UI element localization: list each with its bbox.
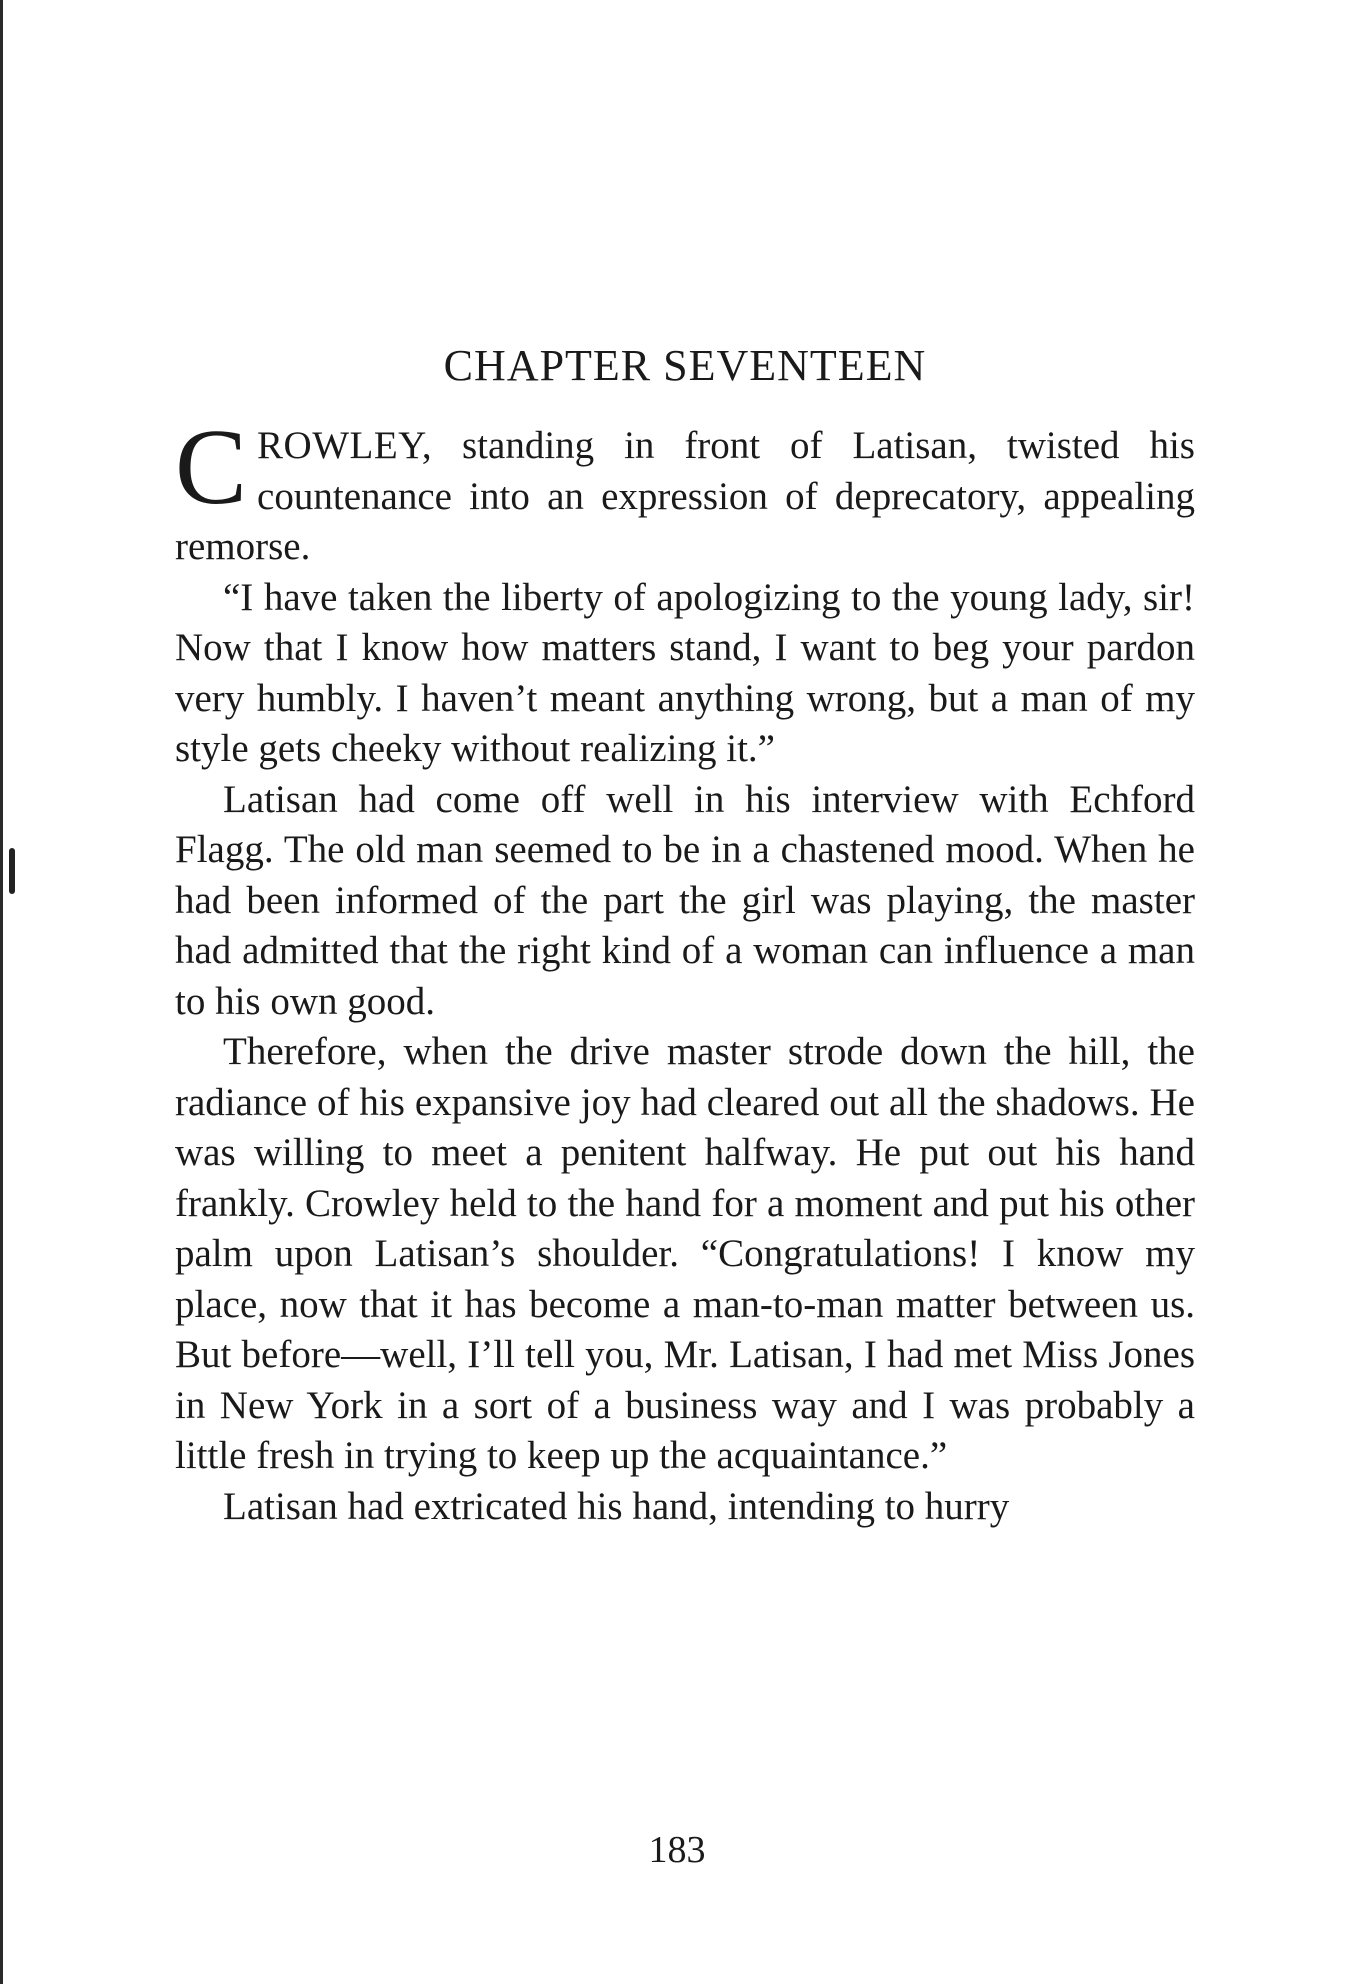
page-body xyxy=(175,340,1195,1532)
paragraph-latisan-hurry: Latisan had extricated his hand, intending to hurry xyxy=(223,1484,1010,1528)
chapter-title: CHAPTER SEVENTEEN xyxy=(443,341,927,390)
paragraph-crowley-apology: “I have taken the liberty of apologizing to the young lady, sir! Now that I know how matters stand, I want to beg your pardon very humbly. I haven’t meant anything wrong, but a man of my style gets cheeky without realizing it.” xyxy=(175,575,1195,770)
scan-mark xyxy=(9,848,15,894)
drop-cap: C xyxy=(175,408,248,527)
paragraph-flagg-interview: Latisan had come off well in his interview with Echford Flagg. The old man seemed to be in a chastened mood. When he had been informed of the part the girl was playing, the master had admitted that the right kind of a woman can influence a man to his own good. xyxy=(175,777,1195,1023)
opening-paragraph-text: standing in front of Latisan, twisted his countenance into an expression of deprecatory, appealing remorse. xyxy=(175,424,1195,568)
page-edge xyxy=(0,0,3,1984)
paragraph-handshake: Therefore, when the drive master strode down the hill, the radiance of his expansive joy had cleared out all the shadows. He was willing to meet a penitent halfway. He put out his hand frankly. Crowley held to the hand for a moment and put his other palm upon Latisan’s shoulder. “Congratulations! I know my place, now that it has become a man-to-man matter between us. But before—well, I’ll tell you, Mr. Latisan, I had met Miss Jones in New York in a sort of a business way and I was probably a little fresh in trying to keep up the acquaintance.” xyxy=(175,1030,1195,1477)
page-number: 183 xyxy=(648,1829,706,1871)
opening-paragraph xyxy=(175,408,1195,573)
opening-caps: ROWLEY, xyxy=(257,424,433,467)
